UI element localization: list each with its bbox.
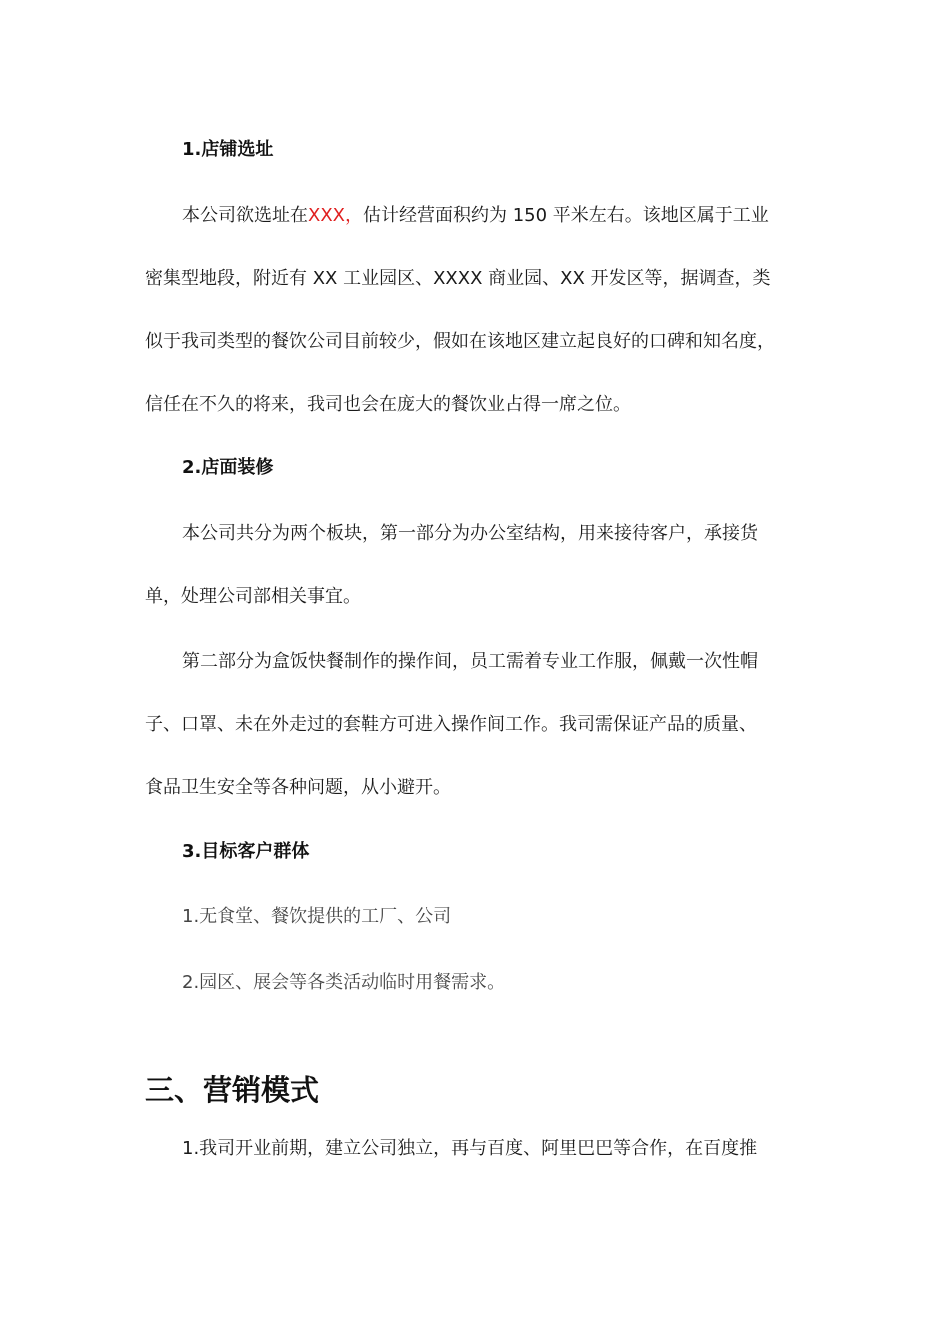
paragraph-line: 1.我司开业前期，建立公司独立，再与百度、阿里巴巴等合作，在百度推 xyxy=(182,1138,758,1159)
highlighted-placeholder: XXX， xyxy=(308,205,363,226)
paragraph-line: 本公司共分为两个板块，第一部分为办公室结构，用来接待客户，承接货 xyxy=(182,523,758,544)
paragraph-line: 信任在不久的将来，我司也会在庞大的餐饮业占得一席之位。 xyxy=(145,394,631,415)
list-item: 2.园区、展会等各类活动临时用餐需求。 xyxy=(182,972,506,993)
text-segment: 估计经营面积约为 150 平米左右。该地区属于工业 xyxy=(363,205,769,226)
list-item: 1.无食堂、餐饮提供的工厂、公司 xyxy=(182,906,452,927)
paragraph-office-section xyxy=(145,502,825,628)
paragraph-line: 密集型地段，附近有 XX 工业园区、XXXX 商业园、XX 开发区等，据调查，类 xyxy=(145,268,771,289)
text-segment: 本公司欲选址在 xyxy=(182,205,308,226)
heading-store-location: 1.店铺选址 xyxy=(182,139,274,160)
paragraph-line xyxy=(145,184,825,247)
paragraph-line: 似于我司类型的餐饮公司目前较少，假如在该地区建立起良好的口碑和知名度， xyxy=(145,331,775,352)
paragraph-kitchen-section xyxy=(145,630,825,819)
paragraph-line: 食品卫生安全等各种问题，从小避开。 xyxy=(145,777,451,798)
paragraph-line: 单，处理公司部相关事宜。 xyxy=(145,586,361,607)
paragraph-marketing xyxy=(145,1117,825,1180)
paragraph-line: 子、口罩、未在外走过的套鞋方可进入操作间工作。我司需保证产品的质量、 xyxy=(145,714,757,735)
paragraph-store-location xyxy=(145,184,825,436)
heading-target-customers: 3.目标客户群体 xyxy=(182,841,310,862)
paragraph-line: 第二部分为盒饭快餐制作的操作间，员工需着专业工作服，佩戴一次性帽 xyxy=(182,651,758,672)
section-title-marketing: 三、营销模式 xyxy=(145,1073,320,1107)
heading-store-decoration: 2.店面装修 xyxy=(182,457,274,478)
